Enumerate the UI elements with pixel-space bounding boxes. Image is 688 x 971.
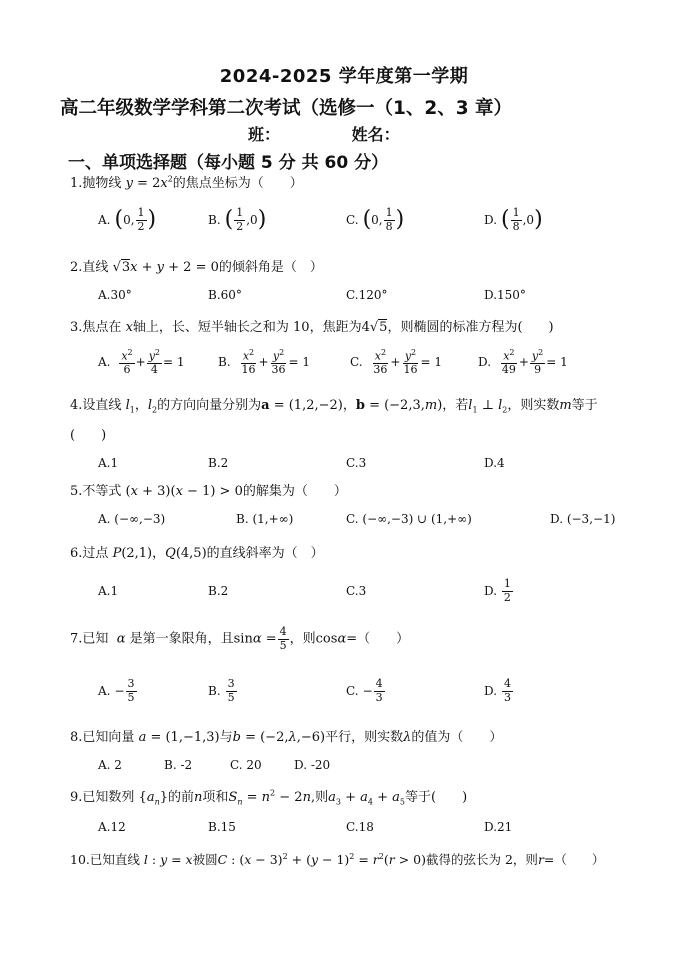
option-c: C. ( 0, $\frac{1}{8}$ ) (346, 205, 405, 233)
question-2-options: A.30° B.60° C.120° D.150° (98, 288, 526, 302)
question-7-options (98, 672, 658, 710)
option-d: D. (−3,−1) (550, 512, 616, 526)
question-6: 6.过点 P(2,1)，Q(4,5)的直线斜率为（ ） (70, 546, 324, 561)
question-4-options: A.1 B.2 C.3 D.4 (98, 456, 505, 470)
question-4-paren: ( ) (70, 428, 107, 443)
question-1: 1.抛物线 $y = 2x^2$的焦点坐标为（ ） (70, 174, 303, 191)
question-4: 4.设直线 $l_1$，$l_2$的方向向量分别为a = (1,2,−2)，b = (−2,3,m)，若$l_1$ ⊥ $l_2$，则实数m等于 (70, 398, 598, 415)
option-d: D. $\frac{4}{3}$ (484, 676, 512, 704)
question-9: 9.已知数列 $\{a_n\}$的前n项和$S_n = n^2 - 2n$,则$a_3 + a_4 + a_5$等于( ) (70, 788, 468, 807)
option-b: B. ( $\frac{1}{2}$ ,0 ) (208, 205, 267, 233)
student-info-line (248, 122, 400, 145)
option-c: C. $\frac{x^2}{36}$ + $\frac{y^2}{16}$ = 1 (350, 347, 442, 376)
question-5: 5.不等式 (x + 3)(x − 1) > 0的解集为（ ） (70, 484, 347, 499)
formula: √3x + y + 2 = 0 (112, 260, 219, 275)
name-label: 姓名： (351, 125, 400, 144)
option-a: A. − $\frac{3}{5}$ (98, 676, 135, 704)
option-a: A. (−∞,−3) (98, 512, 166, 526)
question-8-options: A. 2 B. -2 C. 20 D. -20 (98, 758, 331, 772)
formula: $y = 2x^2$ (125, 174, 173, 191)
option-b: B. (1,+∞) (236, 512, 294, 526)
option-c: C. − $\frac{4}{3}$ (346, 676, 383, 704)
option-c: C. (−∞,−3) ∪ (1,+∞) (346, 512, 472, 526)
question-2: 2.直线 √3x + y + 2 = 0的倾斜角是（ ） (70, 260, 323, 275)
exam-title: 2024-2025 学年度第一学期 (219, 66, 469, 87)
question-3: 3.焦点在 x轴上，长、短半轴长之和为 10，焦距为4√5，则椭圆的标准方程为( ) (70, 320, 554, 335)
question-9-options: A.12 B.15 C.18 D.21 (98, 820, 513, 834)
class-label: 班： (248, 125, 281, 144)
option-d: D. $\frac{x^2}{49}$ + $\frac{y^2}{9}$ = 1 (478, 347, 568, 376)
section-title: 一、单项选择题（每小题 5 分 共 60 分） (68, 153, 389, 173)
option-a: A. ( 0, $\frac{1}{2}$ ) (98, 205, 157, 233)
exam-subtitle: 高二年级数学学科第二次考试（选修一（1、2、3 章） (60, 98, 513, 119)
question-1-options (98, 200, 658, 240)
option-b: B. $\frac{x^2}{16}$ + $\frac{y^2}{36}$ = 1 (218, 347, 311, 376)
question-6-options: A.1 B.2 C.3 D. $\frac{1}{2}$ (98, 572, 658, 610)
option-a: A. $\frac{x^2}{6}$ + $\frac{y^2}{4}$ = 1 (98, 347, 185, 376)
question-8: 8.已知向量 a = (1,−1,3)与b = (−2,λ,−6)平行，则实数λ的值为（ ） (70, 730, 503, 745)
option-d: D. ( $\frac{1}{8}$ ,0 ) (484, 205, 543, 233)
question-5-options (98, 510, 658, 528)
option-d: D. $\frac{1}{2}$ (484, 576, 511, 604)
question-7: 7.已知 α 是第一象限角，且sinα = $\frac{4}{5}$ ，则cosα=（ ） (70, 625, 410, 652)
question-10: 10.已知直线 l : y = x被圆C : $(x - 3)^2 + (y - 1)^2 = r^2(r > 0)$截得的弦长为 2，则r=（ ） (70, 851, 605, 867)
option-b: B. $\frac{3}{5}$ (208, 676, 235, 704)
question-3-options (98, 342, 658, 382)
